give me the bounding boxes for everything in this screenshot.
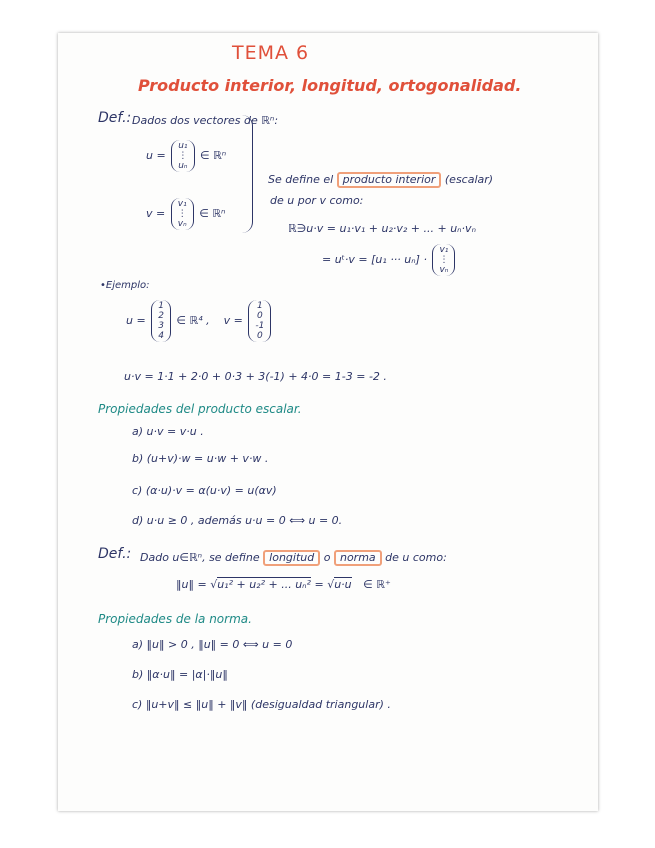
boxed-longitud: longitud: [263, 550, 320, 566]
ex-in-r4: ∈ ℝ⁴ ,: [176, 314, 210, 327]
prop-scalar-d: d) u·u ≥ 0 , además u·u = 0 ⟺ u = 0.: [132, 514, 343, 527]
u-in-rn: ∈ ℝⁿ: [200, 149, 227, 162]
v-in-rn: ∈ ℝⁿ: [199, 207, 226, 220]
formula2-pre: = uᵗ·v = [u₁ ··· uₙ] ·: [322, 253, 427, 266]
example-label: •Ejemplo:: [100, 280, 150, 291]
formula2-comp: vₙ: [439, 265, 449, 275]
def2-text: [140, 550, 447, 566]
ex-u-comp: 1: [158, 301, 164, 311]
formula2-comp: ⋮: [439, 255, 449, 265]
ex-u-comp: 3: [158, 321, 164, 331]
u-comp: u₁: [178, 141, 188, 151]
ex-v-name: v =: [223, 314, 243, 327]
norm-in: ∈ ℝ⁺: [363, 578, 391, 591]
norm-lhs: ‖u‖ =: [176, 578, 207, 591]
def1-v-vector: [146, 198, 225, 230]
def2-pre: Dado u∈ℝⁿ, se define: [140, 551, 260, 564]
def1-u-vector: [146, 140, 226, 172]
u-column: [171, 140, 194, 172]
ex-v-comp: 1: [256, 301, 263, 311]
prop-scalar-c: c) (α·u)·v = α(u·v) = u(αv): [132, 484, 277, 497]
ex-u-column: [151, 300, 171, 342]
ex-v-comp: 0: [256, 311, 263, 321]
prop-norm-b: b) ‖α·u‖ = |α|·‖u‖: [132, 668, 228, 681]
formula2-column: [432, 244, 455, 276]
ex-u-comp: 4: [158, 331, 164, 341]
def2-mid: o: [323, 551, 331, 564]
ex-u-name: u =: [126, 314, 146, 327]
v-comp: ⋮: [177, 209, 187, 219]
u-comp: uₙ: [178, 161, 188, 171]
def1-label: Def.:: [98, 110, 132, 126]
ex-u-comp: 2: [158, 311, 164, 321]
curly-brace: [242, 115, 253, 233]
prop-norm-c: c) ‖u+v‖ ≤ ‖u‖ + ‖v‖ (desigualdad triangular) .: [132, 698, 391, 711]
v-column: [171, 198, 194, 230]
sqrt-sign: √: [210, 578, 218, 591]
example-result: u·v = 1·1 + 2·0 + 0·3 + 3(-1) + 4·0 = 1-3 = -2 .: [124, 370, 387, 383]
def1-formula1: ℝ∋u·v = u₁·v₁ + u₂·v₂ + ... + uₙ·vₙ: [288, 222, 476, 235]
def1-defines: [268, 172, 493, 188]
boxed-norma: norma: [334, 550, 382, 566]
example-vectors: [126, 300, 273, 342]
v-name: v =: [146, 207, 166, 220]
norm-sqrt1: u₁² + u₂² + ... uₙ²: [217, 578, 311, 591]
page-subtitle: Producto interior, longitud, ortogonalidad.: [138, 76, 522, 95]
v-comp: v₁: [177, 199, 187, 209]
ex-v-comp: 0: [256, 331, 263, 341]
boxed-producto-interior: producto interior: [337, 172, 442, 188]
def1-defines-post: (escalar): [444, 173, 494, 186]
prop-scalar-a: a) u·v = v·u .: [132, 425, 204, 438]
norm-sqrt2: u·u: [334, 578, 352, 591]
prop-scalar-b: b) (u+v)·w = u·w + v·w .: [132, 452, 269, 465]
def1-defines-pre: Se define el: [268, 173, 334, 186]
prop-norm-a: a) ‖u‖ > 0 , ‖u‖ = 0 ⟺ u = 0: [132, 638, 293, 651]
norm-eq: =: [314, 578, 324, 591]
ex-v-column: [248, 300, 271, 342]
notebook-page: [58, 33, 598, 811]
sqrt-sign: √: [327, 578, 335, 591]
def2-label: Def.:: [98, 546, 132, 562]
page-title: TEMA 6: [232, 42, 310, 64]
norm-formula: [176, 578, 391, 591]
props-norm-heading: Propiedades de la norma.: [98, 612, 252, 626]
def1-formula2: [322, 244, 457, 276]
ex-v-comp: -1: [255, 321, 265, 331]
v-comp: vₙ: [177, 219, 187, 229]
def1-line2: de u por v como:: [270, 194, 364, 207]
u-name: u =: [146, 149, 166, 162]
formula2-comp: v₁: [439, 245, 449, 255]
props-scalar-heading: Propiedades del producto escalar.: [98, 402, 302, 416]
def1-intro: Dados dos vectores de ℝⁿ:: [132, 114, 279, 127]
def2-post: de u como:: [385, 551, 447, 564]
u-comp: ⋮: [178, 151, 188, 161]
